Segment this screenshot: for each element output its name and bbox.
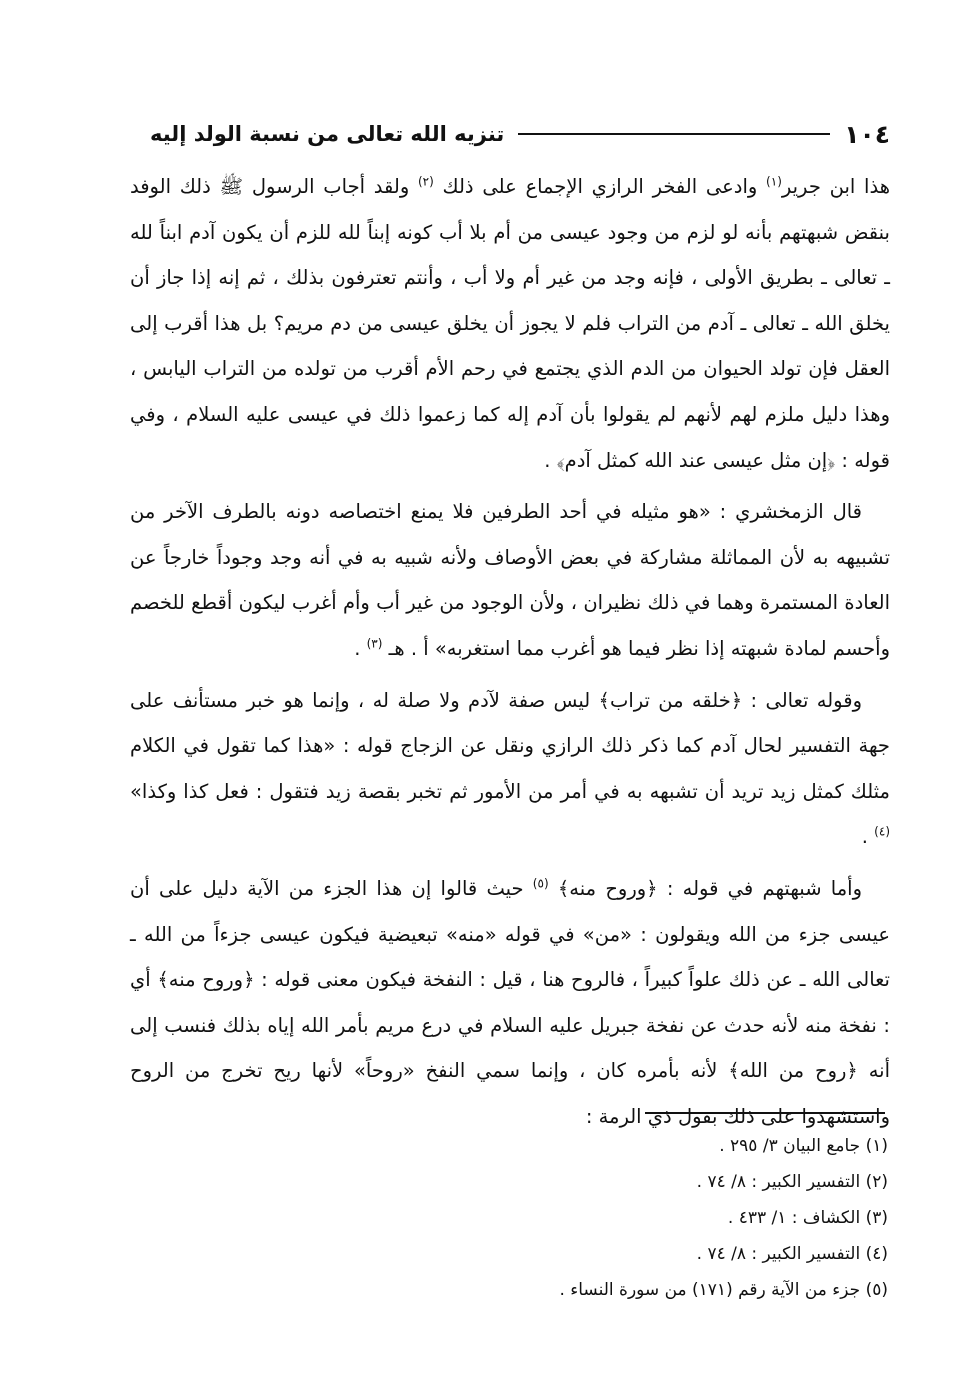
main-text (130, 164, 890, 1145)
footnote-2: (٢) التفسير الكبير : ٨/ ٧٤ . (696, 1172, 888, 1192)
paragraph-text: وقوله تعالى : ﴿خلقه من تراب﴾ ليس صفة لآدم ولا صلة له ، وإنما هو خبر مستأنف على جهة التفسير لحال آدم كما ذكر ذلك الرازي ونقل عن الزجاج قوله : «هذا كما تقول في الكلام مثلك كمثل زيد تريد أن تشبهه به في أمر من الأمور ثم تخبر بقصة زيد فتقول : فعل كذا وكذا» (130, 688, 890, 803)
footnote-ref-3: (٣) (366, 636, 383, 651)
footnote-4: (٤) التفسير الكبير : ٨/ ٧٤ . (696, 1244, 888, 1264)
footnote-ref-4: (٤) (874, 824, 890, 839)
paragraph-3 (130, 678, 890, 860)
paragraph-text: وادعى الفخر الرازي الإجماع على ذلك (433, 175, 767, 198)
paragraph-4 (130, 866, 890, 1140)
paragraph-1 (130, 164, 890, 483)
paragraph-text: قال الزمخشري : «هو مثيله في أحد الطرفين فلا يمنع اختصاصه دونه بالطرف الآخر من تشبيهه به لأن المماثلة مشاركة في بعض الأوصاف ولأنه شبيه به في أنه وجد وجوداً خارجاً عن العادة المستمرة وهما في ذلك نظيران ، ولأن الوجود من غير أب وأم أغرب ليكون أقطع للخصم وأحسم لمادة شبهته إذا نظر فيما هو أغرب مما استغربه» أ . هـ (130, 500, 890, 660)
page-header (150, 116, 890, 152)
footnote-1: (١) جامع البيان ٣/ ٢٩٥ . (719, 1136, 888, 1156)
paragraph-text: ولقد أجاب الرسول ﷺ ذلك الوفد بنقض شبهتهم بأنه لو لزم من وجود عيسى من أم بلا أب كونه إبناً لله للزم أن يكون آدم ابناً لله ـ تعالى ـ بطريق الأولى ، فإنه وجد من غير أم ولا أب ، وأنتم تعترفون بذلك ، ثم إنه إذا جاز أن يخلق الله ـ تعالى ـ آدم من التراب فلم لا يجوز أن يخلق عيسى من دم مريم؟ بل هذا أقرب إلى العقل فإن تولد الحيوان من الدم الذي يجتمع في رحم الأم أقرب من تولده من التراب اليابس ، وهذا دليل ملزم لهم لأنهم لم يقولوا بأن آدم إله كما زعموا ذلك في عيسى عليه السلام ، وفي قوله : ﴿إن مثل عيسى عند الله كمثل آدم﴾ . (130, 175, 890, 472)
paragraph-text: . (861, 825, 875, 849)
footnotes (360, 1128, 888, 1308)
paragraph-text: حيث قالوا إن هذا الجزء من الآية دليل على أن عيسى جزء من الله ويقولون : «من» في قوله «منه» تبعيضية فيكون عيسى جزءاً من الله ـ تعالى الله ـ عن ذلك علواً كبيراً ، فالروح هنا ، قيل : النفخة فيكون معنى قوله : ﴿وروح منه﴾ أي : نفخة منه لأنه حدث عن نفخة جبريل عليه السلام في درع مريم بأمر الله إياه بذلك فنسب إلى أنه ﴿روح من الله﴾ لأنه بأمره كان ، وإنما سمي النفخ «روحاً» لأنها ريح تخرج من الروح واستشهدوا على ذلك بقول ذي الرمة : (130, 876, 890, 1128)
header-rule (518, 133, 830, 135)
footnote-separator (645, 1112, 885, 1114)
footnote-ref-1: (١) (766, 174, 782, 189)
running-title: تنزيه الله تعالى من نسبة الولد إليه (150, 122, 505, 146)
page-number: ١٠٤ (844, 119, 890, 149)
footnote-ref-5: (٥) (532, 876, 549, 891)
paragraph-text: وأما شبهتهم في قوله : ﴿وروح منه﴾ (548, 876, 862, 900)
paragraph-text: هذا ابن جرير (781, 175, 890, 198)
footnote-3: (٣) الكشاف : ١/ ٤٣٣ . (727, 1208, 888, 1228)
footnote-5: (٥) جزء من الآية رقم (١٧١) من سورة النساء . (559, 1280, 888, 1300)
paragraph-2 (130, 489, 890, 671)
paragraph-text: . (354, 636, 367, 660)
footnote-ref-2: (٢) (417, 174, 434, 189)
